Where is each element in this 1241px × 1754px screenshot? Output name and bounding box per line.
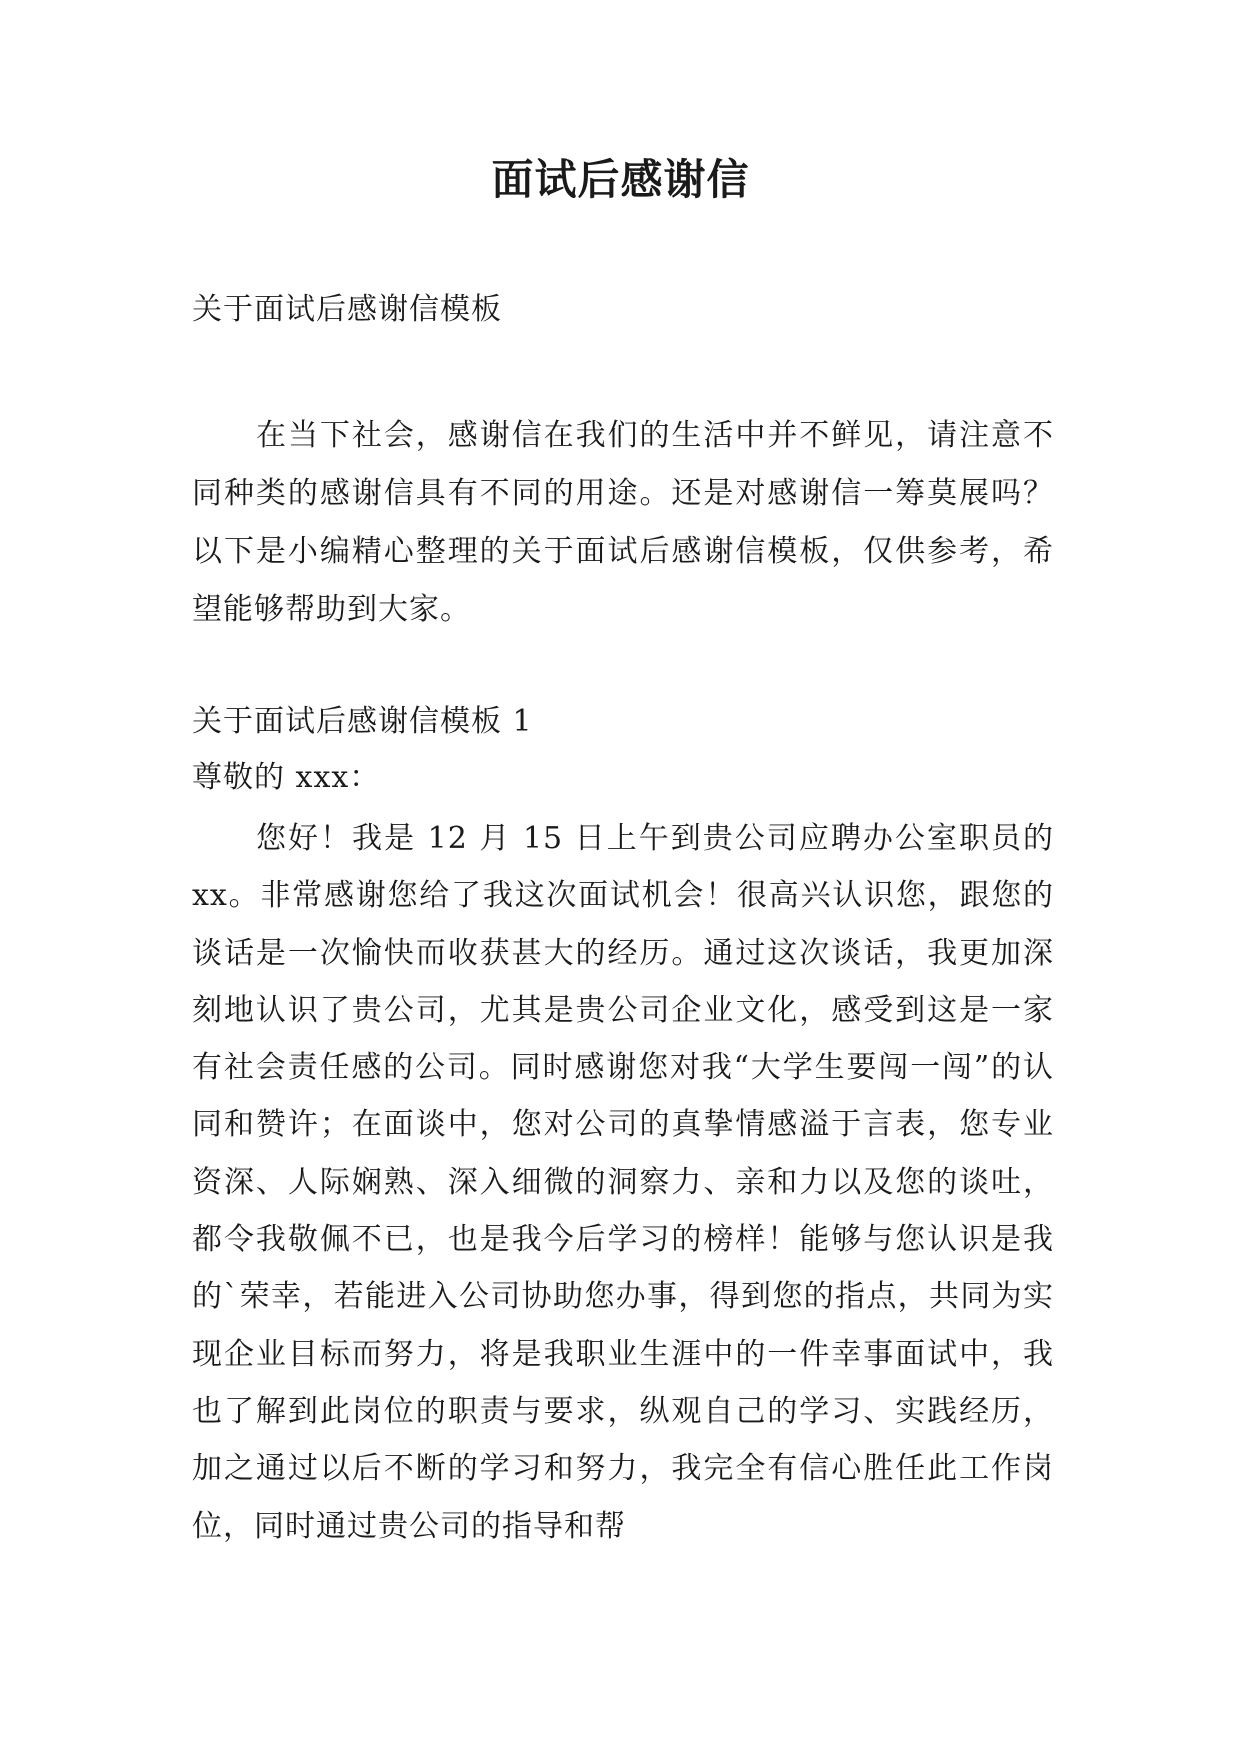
letter-salutation: 尊敬的 xxx： — [192, 760, 381, 795]
section-heading: 关于面试后感谢信模板 1 — [192, 704, 533, 739]
letter-body: 您好！我是 12 月 15 日上午到贵公司应聘办公室职员的 xx。非常感谢您给了我这次面试机会！很高兴认识您，跟您的谈话是一次愉快而收获甚大的经历。通过这次谈话，我更加深刻地认识了贵公司，尤其是贵公司企业文化，感受到这是一家有社会责任感的公司。同时感谢您对我“大学生要闯一闯”的认同和赞许；在面谈中，您对公司的真挚情感溢于言表，您专业资深、人际娴熟、深入细微的洞察力、亲和力以及您的谈吐，都令我敬佩不已，也是我今后学习的榜样！能够与您认识是我的`荣幸，若能进入公司协助您办事，得到您的指点，共同为实现企业目标而努力，将是我职业生涯中的一件幸事面试中，我也了解到此岗位的职责与要求，纵观自己的学习、实践经历，加之通过以后不断的学习和努力，我完全有信心胜任此工作岗位，同时通过贵公司的指导和帮 — [192, 821, 1054, 1544]
page-title: 面试后感谢信 — [491, 155, 750, 204]
document-subtitle: 关于面试后感谢信模板 — [192, 292, 502, 327]
intro-paragraph: 在当下社会，感谢信在我们的生活中并不鲜见，请注意不同种类的感谢信具有不同的用途。还是对感谢信一筹莫展吗？以下是小编精心整理的关于面试后感谢信模板，仅供参考，希望能够帮助到大家。 — [192, 418, 1054, 627]
